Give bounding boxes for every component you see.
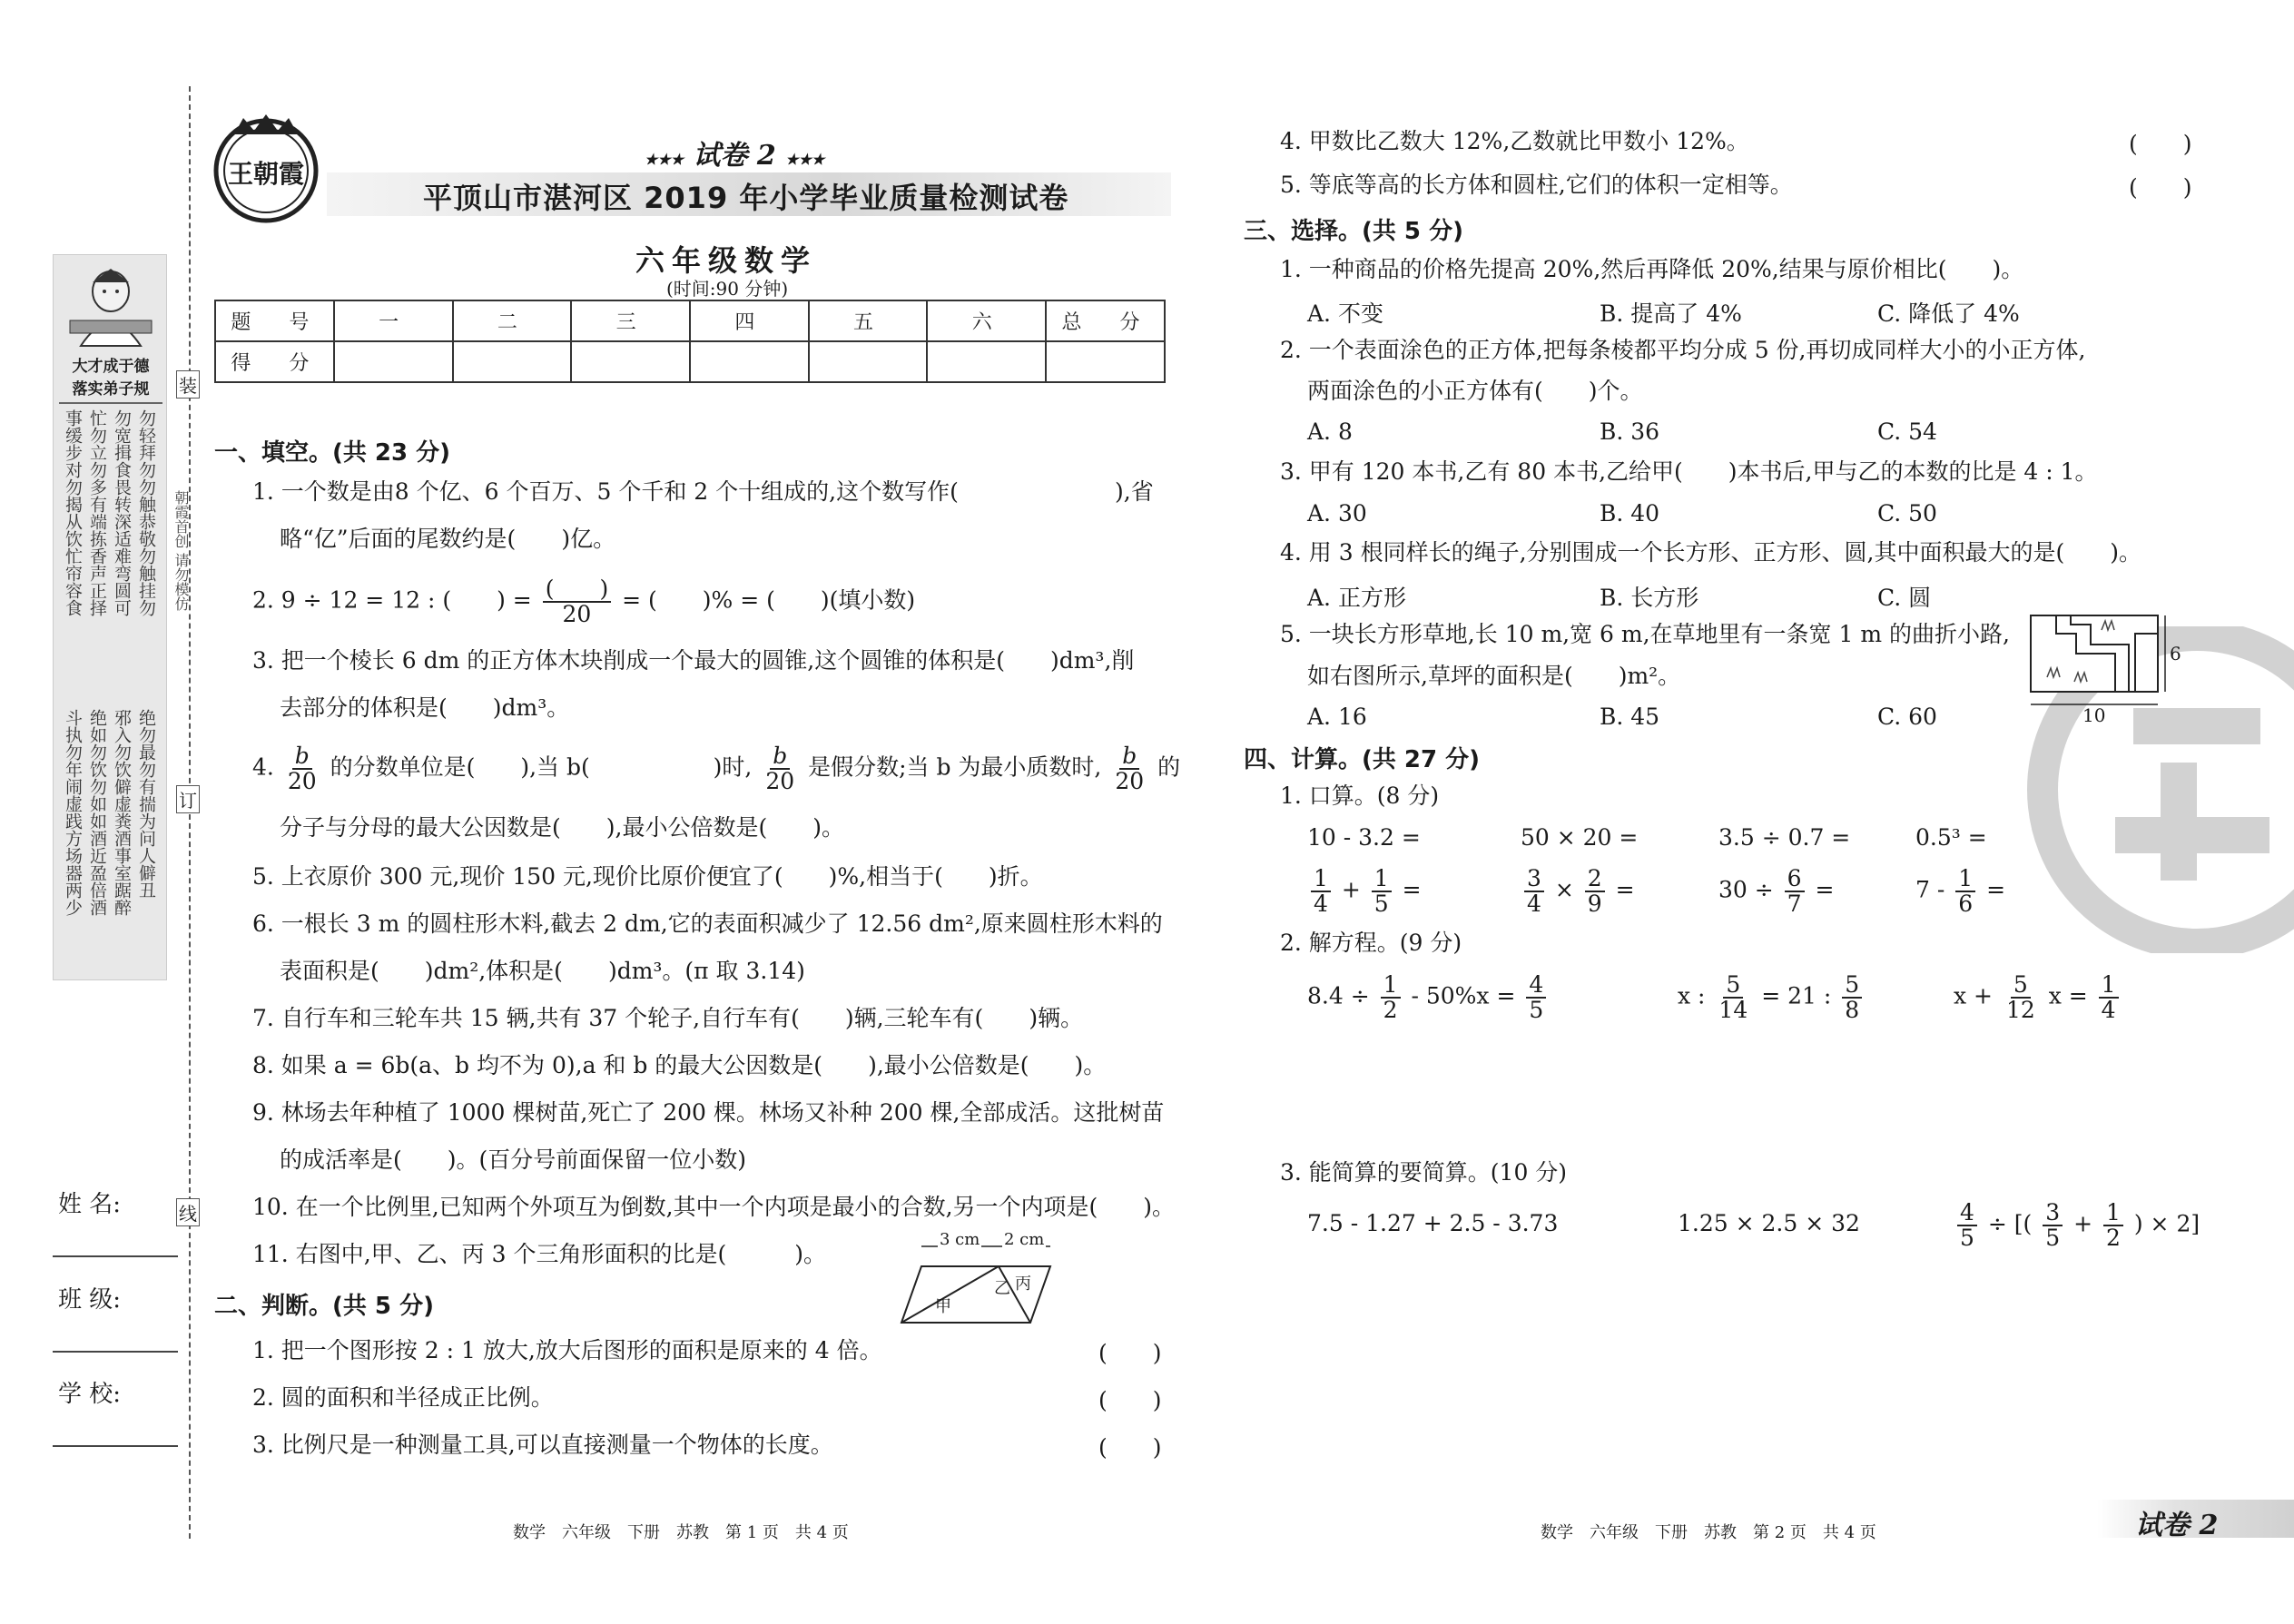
q2-fraction bbox=[543, 577, 612, 626]
verse-col-1: 事缓步对勿揭从饮忙帘容食 bbox=[63, 409, 83, 616]
oral-5-frac-2 bbox=[1372, 867, 1392, 916]
eq3-frac-1 bbox=[2004, 973, 2038, 1022]
q3-line1: 3. 把一个棱长 6 dm 的正方体木块削成一个最大的圆锥,这个圆锥的体积是( )dm³,削 bbox=[252, 647, 1135, 674]
q11-fig-label-2cm: 2 cm bbox=[1004, 1230, 1045, 1249]
frac-den: 5 bbox=[2045, 1225, 2061, 1251]
judge-item-5: 5. 等底等高的长方体和圆柱,它们的体积一定相等。 bbox=[1280, 172, 1793, 198]
operator: + bbox=[1341, 876, 1361, 903]
score-table-header-row bbox=[215, 300, 1165, 341]
choice-q3: 3. 甲有 120 本书,乙有 80 本书,乙给甲( )本书后,甲与乙的本数的比是 4 : 1。 bbox=[1280, 458, 2098, 485]
q8: 8. 如果 a = 6b(a、b 均不为 0),a 和 b 的最大公因数是( ),最小公倍数是( )。 bbox=[252, 1052, 1107, 1078]
copyright-note: 朝霞首创 请勿模仿 bbox=[172, 490, 190, 612]
eq2-frac-1 bbox=[1716, 973, 1750, 1022]
expr-middle: ÷ [( bbox=[1987, 1210, 2033, 1237]
q4-frac-1 bbox=[285, 744, 320, 793]
oral-calc-8 bbox=[1915, 867, 2005, 916]
verse-col-8: 绝勿最勿有揣为问人僻丑 bbox=[136, 709, 156, 899]
frac-den: 7 bbox=[1787, 891, 1802, 917]
oral-calc-7 bbox=[1718, 867, 1834, 916]
series-text: 试卷 2 bbox=[693, 140, 776, 172]
verse-col-3: 勿宽揖食畏转深适难弯圆可 bbox=[112, 409, 132, 616]
q4-frac-2-num: b bbox=[770, 744, 790, 770]
expr-middle: x = bbox=[2048, 982, 2088, 1009]
score-header-cell: 一 bbox=[334, 300, 453, 341]
sidebar-verses bbox=[61, 409, 161, 972]
q9-line1: 9. 林场去年种植了 1000 棵树苗,死亡了 200 棵。林场又补种 200 棵,全部成活。这批树苗 bbox=[252, 1099, 1165, 1126]
score-header-cell: 三 bbox=[571, 300, 690, 341]
binding-mark-1: 装 bbox=[176, 370, 200, 399]
q4-num: 4. bbox=[252, 753, 274, 781]
expr-prefix: 7 - bbox=[1915, 876, 1945, 903]
choice-q4-option-a[interactable]: A. 正方形 bbox=[1307, 585, 1406, 611]
score-header-cell: 二 bbox=[453, 300, 572, 341]
eq2-frac-2 bbox=[1842, 973, 1862, 1022]
q6-line2: 表面积是( )dm²,体积是( )dm³。(π 取 3.14) bbox=[280, 958, 805, 984]
judge-answer-1[interactable]: ( ) bbox=[1098, 1340, 1162, 1366]
equals: = bbox=[1986, 876, 2006, 903]
q2-part-b: = ( )% = ( )(填小数) bbox=[622, 586, 916, 614]
choice-q5-option-c[interactable]: C. 60 bbox=[1877, 704, 1937, 730]
frac-den: 12 bbox=[2005, 997, 2035, 1023]
eq1-frac-2 bbox=[1526, 973, 1546, 1022]
simplify-1: 7.5 - 1.27 + 2.5 - 3.73 bbox=[1307, 1210, 1559, 1236]
q11-fig-label-bing: 丙 bbox=[1015, 1275, 1031, 1294]
section3-title: 三、选择。(共 5 分) bbox=[1244, 218, 1463, 245]
expr-prefix: x : bbox=[1678, 982, 1706, 1009]
oral-calc-title: 1. 口算。(8 分) bbox=[1280, 782, 1440, 809]
operator: + bbox=[2073, 1210, 2093, 1237]
frac-num: 1 bbox=[1381, 973, 1401, 999]
score-table-score-row bbox=[215, 341, 1165, 382]
equation-title: 2. 解方程。(9 分) bbox=[1280, 930, 1462, 956]
grass-figure-width-label: 10 bbox=[2082, 704, 2106, 726]
oral-calc-3: 3.5 ÷ 0.7 = bbox=[1718, 824, 1851, 851]
score-header-cell: 总 分 bbox=[1046, 300, 1165, 341]
oral-5-frac-1 bbox=[1311, 867, 1331, 916]
score-header-cell: 题 号 bbox=[215, 300, 334, 341]
frac-num: 1 bbox=[2099, 973, 2119, 999]
oral-8-frac bbox=[1955, 867, 1975, 916]
expr-end: ) × 2] bbox=[2133, 1210, 2200, 1237]
frac-num: 5 bbox=[1723, 973, 1743, 999]
choice-q2-option-a[interactable]: A. 8 bbox=[1307, 418, 1353, 445]
choice-q3-option-a[interactable]: A. 30 bbox=[1307, 500, 1367, 527]
equals: = bbox=[1402, 876, 1422, 903]
q4-frac-3 bbox=[1112, 744, 1147, 793]
q4-line2: 分子与分母的最大公因数是( ),最小公倍数是( )。 bbox=[280, 814, 844, 841]
score-header-cell: 六 bbox=[927, 300, 1046, 341]
operator: × bbox=[1554, 876, 1574, 903]
simplify-3 bbox=[1954, 1201, 2200, 1250]
frac-den: 5 bbox=[1529, 997, 1544, 1023]
exam-time: (时间:90 分钟) bbox=[666, 278, 789, 300]
frac-den: 5 bbox=[1960, 1225, 1974, 1251]
score-cell[interactable] bbox=[809, 341, 928, 382]
score-table bbox=[214, 300, 1166, 383]
frac-num: 5 bbox=[1842, 973, 1862, 999]
q2-fraction-den: 20 bbox=[562, 601, 592, 627]
series-label bbox=[645, 133, 824, 172]
sidebar-motto-2: 落实弟子规 bbox=[72, 380, 150, 399]
equation-1 bbox=[1307, 973, 1550, 1022]
q5: 5. 上衣原价 300 元,现价 150 元,现价比原价便宜了( )%,相当于( )折。 bbox=[252, 863, 1043, 890]
q2-part-a: 2. 9 ÷ 12 = 12 : ( ) = bbox=[252, 586, 532, 614]
frac-num: 3 bbox=[1524, 867, 1544, 892]
q4-part-b: )时, bbox=[713, 753, 753, 781]
choice-q5-line2: 如右图所示,草坪的面积是( )m²。 bbox=[1307, 663, 1681, 689]
choice-q2-line1: 2. 一个表面涂色的正方体,把每条棱都平均分成 5 份,再切成同样大小的小正方体, bbox=[1280, 337, 2086, 363]
q3-line2: 去部分的体积是( )dm³。 bbox=[280, 694, 570, 721]
frac-den: 2 bbox=[1383, 997, 1398, 1023]
judge-answer-4[interactable]: ( ) bbox=[2129, 131, 2192, 157]
subject-title: 六年级数学 bbox=[635, 243, 818, 278]
student-school-label: 学 校: bbox=[58, 1381, 122, 1408]
right-page-footer: 数学 六年级 下册 苏教 第 2 页 共 4 页 bbox=[1541, 1523, 1876, 1542]
simp3-frac-3 bbox=[2103, 1201, 2123, 1250]
student-school-line[interactable] bbox=[53, 1445, 178, 1447]
student-name-line[interactable] bbox=[53, 1255, 178, 1257]
equation-3 bbox=[1954, 973, 2122, 1022]
sidebar-motto-1: 大才成于德 bbox=[72, 358, 150, 376]
binding-mark-2: 订 bbox=[176, 785, 200, 813]
q11-figure bbox=[894, 1230, 1076, 1330]
frac-den: 4 bbox=[1527, 891, 1541, 917]
score-cell[interactable] bbox=[927, 341, 1046, 382]
expr-middle: = 21 : bbox=[1761, 982, 1832, 1009]
choice-q5-option-b[interactable]: B. 45 bbox=[1600, 704, 1660, 730]
verse-col-6: 绝如勿饮勿如如酒近盈倍酒 bbox=[87, 709, 107, 916]
q10: 10. 在一个比例里,已知两个外项互为倒数,其中一个内项是最小的合数,另一个内项是( )。 bbox=[252, 1194, 1176, 1220]
judge-answer-5[interactable]: ( ) bbox=[2129, 174, 2192, 201]
frac-num: 1 bbox=[1955, 867, 1975, 892]
q2-line bbox=[252, 577, 915, 626]
student-class-label: 班 级: bbox=[58, 1286, 122, 1314]
simp3-frac-2 bbox=[2043, 1201, 2063, 1250]
frac-num: 6 bbox=[1785, 867, 1805, 892]
score-cell[interactable] bbox=[453, 341, 572, 382]
judge-item-3: 3. 比例尺是一种测量工具,可以直接测量一个物体的长度。 bbox=[252, 1432, 833, 1458]
q4-frac-1-den: 20 bbox=[287, 768, 317, 794]
expr-middle: - 50%x = bbox=[1411, 982, 1516, 1009]
choice-q1-option-c[interactable]: C. 降低了 4% bbox=[1877, 300, 2020, 327]
score-cell[interactable] bbox=[690, 341, 809, 382]
oral-6-frac-2 bbox=[1585, 867, 1605, 916]
equals: = bbox=[1615, 876, 1635, 903]
verse-col-2: 忙勿立勿多有端拣香声正择 bbox=[87, 409, 107, 616]
score-cell[interactable] bbox=[571, 341, 690, 382]
q4-frac-2-den: 20 bbox=[765, 768, 795, 794]
frac-den: 2 bbox=[2105, 1225, 2121, 1251]
simplify-title: 3. 能简算的要简算。(10 分) bbox=[1280, 1159, 1568, 1186]
expr-prefix: 30 ÷ bbox=[1718, 876, 1774, 903]
q4-part-a: 的分数单位是( ),当 b( bbox=[330, 753, 590, 781]
score-header-cell: 四 bbox=[690, 300, 809, 341]
score-header-cell: 五 bbox=[809, 300, 928, 341]
judge-item-4: 4. 甲数比乙数大 12%,乙数就比甲数小 12%。 bbox=[1280, 128, 1749, 154]
student-name-label: 姓 名: bbox=[58, 1191, 122, 1218]
equation-2 bbox=[1678, 973, 1866, 1022]
binding-mark-3: 线 bbox=[176, 1198, 200, 1226]
sidebar-panel bbox=[53, 254, 167, 980]
sidebar-divider bbox=[59, 402, 162, 404]
choice-q1-option-b[interactable]: B. 提高了 4% bbox=[1600, 300, 1742, 327]
grass-path-figure bbox=[2029, 614, 2188, 714]
oral-calc-1: 10 - 3.2 = bbox=[1307, 824, 1421, 851]
choice-q4-option-b[interactable]: B. 长方形 bbox=[1600, 585, 1699, 611]
student-class-line[interactable] bbox=[53, 1351, 178, 1353]
choice-q2-option-b[interactable]: B. 36 bbox=[1600, 418, 1660, 445]
section4-title: 四、计算。(共 27 分) bbox=[1244, 746, 1481, 773]
verse-col-4: 勿轻拜勿勿触恭敬勿触挂勿 bbox=[136, 409, 156, 616]
frac-den: 9 bbox=[1587, 891, 1602, 917]
q4-part-c: 是假分数;当 b 为最小质数时, bbox=[808, 753, 1102, 781]
q4-frac-1-num: b bbox=[292, 744, 312, 770]
choice-q1-option-a[interactable]: A. 不变 bbox=[1307, 300, 1383, 327]
choice-q5-option-a[interactable]: A. 16 bbox=[1307, 704, 1367, 730]
q1-line1-end: ),省 bbox=[1115, 478, 1154, 505]
judge-item-2: 2. 圆的面积和半径成正比例。 bbox=[252, 1384, 554, 1411]
q7: 7. 自行车和三轮车共 15 辆,共有 37 个轮子,自行车有( )辆,三轮车有( )辆。 bbox=[252, 1005, 1084, 1031]
q4-part-d: 的 bbox=[1157, 753, 1181, 781]
judge-item-1: 1. 把一个图形按 2 : 1 放大,放大后图形的面积是原来的 4 倍。 bbox=[252, 1337, 882, 1363]
left-page-footer: 数学 六年级 下册 苏教 第 1 页 共 4 页 bbox=[513, 1523, 849, 1542]
q4-frac-3-num: b bbox=[1119, 744, 1139, 770]
verse-col-7: 邪入勿饮僻虚粪酒事室踞醉 bbox=[112, 709, 132, 916]
score-cell[interactable] bbox=[334, 341, 453, 382]
frac-den: 8 bbox=[1845, 997, 1860, 1023]
oral-6-frac-1 bbox=[1524, 867, 1544, 916]
choice-q2-option-c[interactable]: C. 54 bbox=[1877, 418, 1937, 445]
q2-fraction-num: ( ) bbox=[543, 577, 612, 603]
oral-calc-2: 50 × 20 = bbox=[1521, 824, 1639, 851]
choice-q2-line2: 两面涂色的小正方体有( )个。 bbox=[1307, 378, 1643, 404]
expr-prefix: 8.4 ÷ bbox=[1307, 982, 1370, 1009]
frac-den: 4 bbox=[2101, 997, 2116, 1023]
oral-7-frac bbox=[1785, 867, 1805, 916]
verse-col-5: 斗执勿年闹虚践方场器两少 bbox=[63, 709, 83, 916]
equals: = bbox=[1815, 876, 1835, 903]
q11-fig-label-jia: 甲 bbox=[935, 1297, 951, 1316]
choice-q1: 1. 一种商品的价格先提高 20%,然后再降低 20%,结果与原价相比( )。 bbox=[1280, 256, 2024, 282]
choice-q4: 4. 用 3 根同样长的绳子,分别围成一个长方形、正方形、圆,其中面积最大的是( )。 bbox=[1280, 539, 2142, 566]
choice-q4-option-c[interactable]: C. 圆 bbox=[1877, 585, 1932, 611]
oral-calc-4: 0.5³ = bbox=[1915, 824, 1987, 851]
q1-line2: 略“亿”后面的尾数约是( )亿。 bbox=[280, 526, 616, 552]
q6-line1: 6. 一根长 3 m 的圆柱形木料,截去 2 dm,它的表面积减少了 12.56 dm²,原来圆柱形木料的 bbox=[252, 910, 1163, 937]
frac-num: 1 bbox=[1372, 867, 1392, 892]
judge-answer-2[interactable]: ( ) bbox=[1098, 1387, 1162, 1413]
oral-calc-5 bbox=[1307, 867, 1422, 916]
section2-title: 二、判断。(共 5 分) bbox=[214, 1293, 434, 1320]
page-tab-label: 试卷 2 bbox=[2135, 1510, 2219, 1541]
q1-line1: 1. 一个数是由8 个亿、6 个百万、5 个千和 2 个十组成的,这个数写作( bbox=[252, 478, 959, 505]
simp3-frac-1 bbox=[1957, 1201, 1977, 1250]
score-row-label: 得 分 bbox=[215, 341, 334, 382]
frac-den: 14 bbox=[1718, 997, 1748, 1023]
eq1-frac-1 bbox=[1381, 973, 1401, 1022]
choice-q3-option-c[interactable]: C. 50 bbox=[1877, 500, 1937, 527]
score-cell[interactable] bbox=[1046, 341, 1165, 382]
star-decoration-right: ★★★ bbox=[785, 151, 825, 168]
judge-answer-3[interactable]: ( ) bbox=[1098, 1434, 1162, 1461]
frac-den: 5 bbox=[1373, 891, 1389, 917]
frac-den: 4 bbox=[1314, 891, 1328, 917]
frac-den: 6 bbox=[1958, 891, 1974, 917]
q11: 11. 右图中,甲、乙、丙 3 个三角形面积的比是( )。 bbox=[252, 1241, 826, 1267]
q11-fig-label-3cm: 3 cm bbox=[940, 1230, 980, 1249]
frac-num: 4 bbox=[1526, 973, 1546, 999]
frac-num: 2 bbox=[1585, 867, 1605, 892]
section1-title: 一、填空。(共 23 分) bbox=[214, 439, 451, 467]
eq3-frac-2 bbox=[2099, 973, 2119, 1022]
q9-line2: 的成活率是( )。(百分号前面保留一位小数) bbox=[280, 1147, 747, 1173]
scholar-illustration bbox=[63, 264, 159, 350]
exam-title: 平顶山市湛河区 2019 年小学毕业质量检测试卷 bbox=[423, 181, 1069, 215]
choice-q3-option-b[interactable]: B. 40 bbox=[1600, 500, 1660, 527]
frac-num: 1 bbox=[1311, 867, 1331, 892]
frac-num: 4 bbox=[1957, 1201, 1977, 1226]
q4-frac-2 bbox=[763, 744, 797, 793]
brand-name: 王朝霞 bbox=[227, 159, 304, 189]
choice-q5-line1: 5. 一块长方形草地,长 10 m,宽 6 m,在草地里有一条宽 1 m 的曲折小路, bbox=[1280, 621, 2010, 647]
star-decoration-left: ★★★ bbox=[645, 151, 684, 168]
frac-num: 3 bbox=[2043, 1201, 2063, 1226]
q4-line1 bbox=[252, 744, 1180, 793]
simplify-2: 1.25 × 2.5 × 32 bbox=[1678, 1210, 1860, 1236]
grass-figure-height-label: 6 bbox=[2170, 643, 2181, 664]
q4-frac-3-den: 20 bbox=[1115, 768, 1145, 794]
frac-num: 1 bbox=[2103, 1201, 2123, 1226]
oral-calc-6 bbox=[1521, 867, 1635, 916]
expr-prefix: x + bbox=[1954, 982, 1993, 1009]
frac-num: 5 bbox=[2011, 973, 2031, 999]
q11-fig-label-yi: 乙 bbox=[994, 1279, 1010, 1298]
